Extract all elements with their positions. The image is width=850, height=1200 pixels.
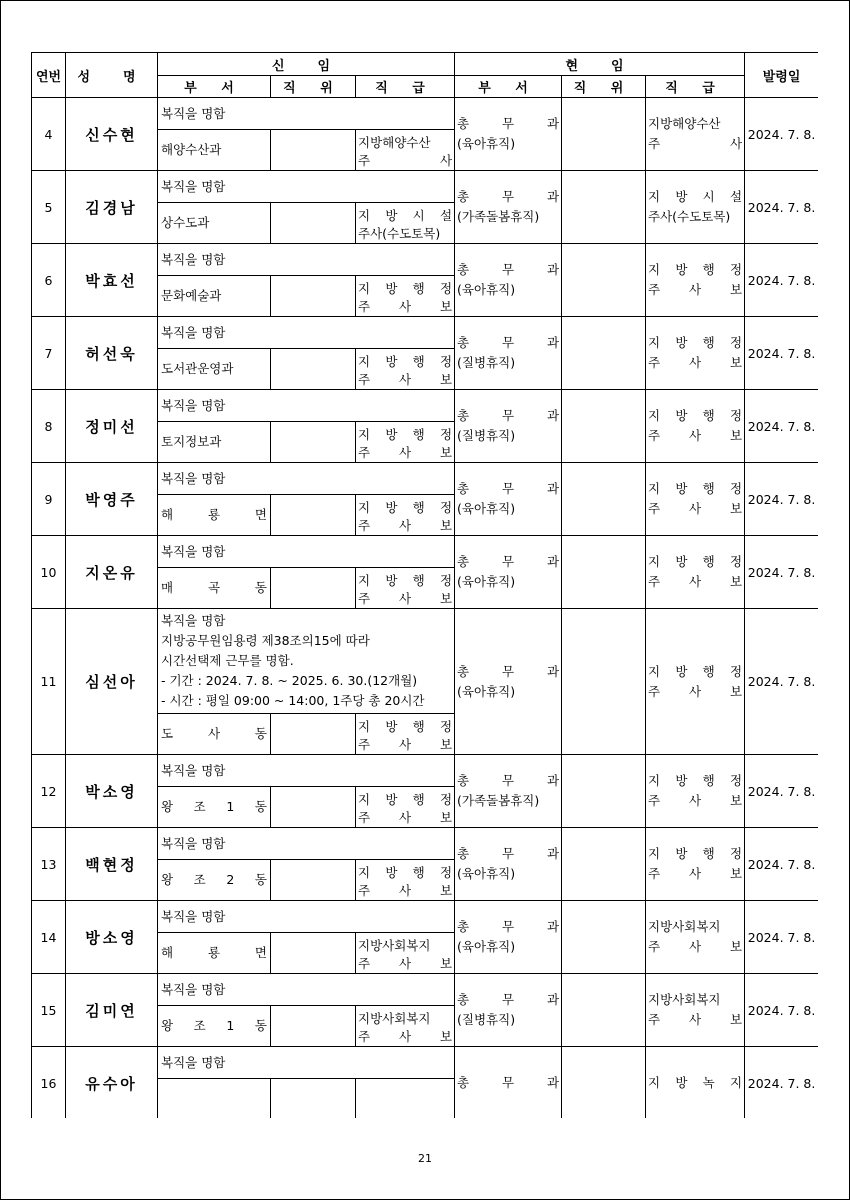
- table-row: [32, 1047, 819, 1079]
- new-grade-line1: 지 방 행 정: [358, 500, 453, 515]
- appointment-note: 복직을 명함: [158, 755, 455, 787]
- row-number: 14: [32, 901, 66, 974]
- new-grade-line2: 주 사 보: [358, 299, 453, 314]
- header-date: 발령일: [745, 53, 818, 98]
- new-dept: 도 사 동: [158, 714, 271, 755]
- new-position: [271, 495, 356, 536]
- current-grade-line2: 주 사 보: [648, 574, 743, 589]
- current-dept: [455, 974, 562, 1047]
- current-leave-type: (육아휴직): [457, 501, 516, 516]
- current-dept: [455, 1047, 562, 1119]
- header-new-position: 직 위: [271, 76, 356, 98]
- new-dept: 토지정보과: [158, 422, 271, 463]
- appointment-note: 복직을 명함: [158, 244, 455, 276]
- current-dept-name: 총 무 과: [457, 992, 560, 1007]
- current-dept: [455, 463, 562, 536]
- table-row: [32, 244, 819, 276]
- new-dept: 왕 조 1 동: [158, 787, 271, 828]
- new-position: [271, 276, 356, 317]
- new-dept: 왕 조 1 동: [158, 1006, 271, 1047]
- current-dept-name: 총 무 과: [457, 554, 560, 569]
- new-dept: 상수도과: [158, 203, 271, 244]
- person-name: 백현정: [66, 828, 158, 901]
- new-position: [271, 422, 356, 463]
- new-position: [271, 933, 356, 974]
- current-grade-line1: 지방사회복지: [648, 992, 721, 1007]
- current-grade-line1: 지 방 시 설: [648, 189, 743, 204]
- appointment-date: 2024. 7. 8.: [745, 901, 818, 974]
- current-grade-line2: 주사(수도토목): [648, 209, 731, 224]
- new-grade-line1: 지 방 행 정: [358, 792, 453, 807]
- person-name: 김경남: [66, 171, 158, 244]
- appointment-date: 2024. 7. 8.: [745, 390, 818, 463]
- current-grade-line1: 지방사회복지: [648, 919, 721, 934]
- current-dept: [455, 901, 562, 974]
- current-grade: [646, 755, 745, 828]
- appointment-date: 2024. 7. 8.: [745, 536, 818, 609]
- current-grade: [646, 828, 745, 901]
- new-grade-line1: 지 방 행 정: [358, 573, 453, 588]
- new-grade-line2: 주 사 보: [358, 372, 453, 387]
- table-row: [32, 536, 819, 568]
- row-number: 4: [32, 98, 66, 171]
- current-dept: [455, 828, 562, 901]
- current-leave-type: (육아휴직): [457, 866, 516, 881]
- current-grade: [646, 463, 745, 536]
- current-dept: [455, 317, 562, 390]
- appointment-date: 2024. 7. 8.: [745, 828, 818, 901]
- new-grade-line2: 주 사 보: [358, 518, 453, 533]
- current-position: [562, 755, 646, 828]
- appointment-table-wrap: [31, 52, 818, 1118]
- current-grade-line2: 주 사 보: [648, 793, 743, 808]
- new-grade: [356, 203, 455, 244]
- row-number: 5: [32, 171, 66, 244]
- current-dept-name: 총 무 과: [457, 481, 560, 496]
- current-grade: [646, 171, 745, 244]
- current-grade-line2: 주 사 보: [648, 355, 743, 370]
- current-grade-line2: 주 사 보: [648, 428, 743, 443]
- current-dept: [455, 609, 562, 755]
- appointment-note: 복직을 명함: [158, 463, 455, 495]
- current-grade-line1: 지 방 행 정: [648, 773, 743, 788]
- current-grade: [646, 244, 745, 317]
- header-name: 성 명: [66, 53, 158, 98]
- current-grade-line1: 지 방 행 정: [648, 846, 743, 861]
- appointment-note: 복직을 명함: [158, 828, 455, 860]
- appointment-table: [31, 52, 818, 1118]
- current-grade: [646, 609, 745, 755]
- new-position: [271, 203, 356, 244]
- current-leave-type: (육아휴직): [457, 939, 516, 954]
- current-leave-type: (가족돌봄휴직): [457, 209, 540, 224]
- new-grade-line2: 주 사 보: [358, 883, 453, 898]
- new-grade: [356, 495, 455, 536]
- current-position: [562, 536, 646, 609]
- current-grade-line1: 지 방 행 정: [648, 335, 743, 350]
- new-position: [271, 130, 356, 171]
- appointment-note: 복직을 명함: [158, 901, 455, 933]
- table-row: [32, 317, 819, 349]
- new-dept: 해 룡 면: [158, 933, 271, 974]
- current-grade-line1: 지 방 녹 지: [648, 1075, 743, 1090]
- appointment-note: 복직을 명함 지방공무원임용령 제38조의15에 따라 시간선택제 근무를 명함. - 기간 : 2024. 7. 8. ~ 2025. 6. 30.(12개월) - 시간 : 평일 09:00 ~ 14:00, 1주당 총 20시간: [158, 609, 455, 714]
- new-position: [271, 349, 356, 390]
- appointment-date: 2024. 7. 8.: [745, 463, 818, 536]
- current-grade-line2: 주 사 보: [648, 866, 743, 881]
- current-grade: [646, 98, 745, 171]
- current-grade-line1: 지 방 행 정: [648, 481, 743, 496]
- new-grade-line1: 지방해양수산: [358, 135, 431, 150]
- new-grade-line2: 주 사 보: [358, 445, 453, 460]
- current-dept-name: 총 무 과: [457, 846, 560, 861]
- person-name: 지온유: [66, 536, 158, 609]
- new-grade-line1: 지 방 행 정: [358, 427, 453, 442]
- new-grade-line1: 지 방 시 설: [358, 208, 453, 223]
- current-position: [562, 901, 646, 974]
- table-row: [32, 463, 819, 495]
- new-dept: 해양수산과: [158, 130, 271, 171]
- current-dept-name: 총 무 과: [457, 335, 560, 350]
- current-leave-type: (질병휴직): [457, 1012, 516, 1027]
- person-name: 김미연: [66, 974, 158, 1047]
- table-row: [32, 828, 819, 860]
- current-grade: [646, 317, 745, 390]
- appointment-date: 2024. 7. 8.: [745, 609, 818, 755]
- current-position: [562, 98, 646, 171]
- current-grade-line1: 지 방 행 정: [648, 663, 743, 679]
- new-grade-line2: 주 사 보: [358, 591, 453, 606]
- new-grade-line2: 주 사 보: [358, 1029, 453, 1044]
- current-leave-type: (육아휴직): [457, 136, 516, 151]
- current-dept-name: 총 무 과: [457, 1075, 560, 1090]
- current-position: [562, 244, 646, 317]
- new-position: [271, 787, 356, 828]
- current-grade-line1: 지 방 행 정: [648, 262, 743, 277]
- row-number: 12: [32, 755, 66, 828]
- header-new-dept: 부 서: [158, 76, 271, 98]
- table-row: [32, 901, 819, 933]
- appointment-date: 2024. 7. 8.: [745, 98, 818, 171]
- person-name: 박효선: [66, 244, 158, 317]
- current-grade-line2: 주 사: [648, 136, 743, 151]
- row-number: 6: [32, 244, 66, 317]
- new-dept: 도서관운영과: [158, 349, 271, 390]
- person-name: 유수아: [66, 1047, 158, 1119]
- row-number: 11: [32, 609, 66, 755]
- current-grade-line1: 지방해양수산: [648, 116, 721, 131]
- current-position: [562, 390, 646, 463]
- row-number: 13: [32, 828, 66, 901]
- header-current-group: 현 임: [455, 53, 745, 76]
- current-dept-name: 총 무 과: [457, 262, 560, 277]
- current-dept-name: 총 무 과: [457, 773, 560, 788]
- header-new-group: 신 임: [158, 53, 455, 76]
- appointment-date: 2024. 7. 8.: [745, 171, 818, 244]
- current-grade: [646, 901, 745, 974]
- current-dept: [455, 536, 562, 609]
- appointment-date: 2024. 7. 8.: [745, 317, 818, 390]
- appointment-note: 복직을 명함: [158, 171, 455, 203]
- current-dept: [455, 390, 562, 463]
- current-grade-line1: 지 방 행 정: [648, 408, 743, 423]
- new-grade: [356, 349, 455, 390]
- row-number: 7: [32, 317, 66, 390]
- new-grade-line2: 주 사: [358, 153, 453, 168]
- table-body: [32, 98, 819, 1119]
- new-dept: [158, 1079, 271, 1119]
- new-dept: 문화예술과: [158, 276, 271, 317]
- current-grade: [646, 974, 745, 1047]
- new-grade: [356, 860, 455, 901]
- table-row: [32, 755, 819, 787]
- new-grade-line2: 주사(수도토목): [358, 226, 441, 241]
- current-grade: [646, 390, 745, 463]
- row-number: 16: [32, 1047, 66, 1119]
- appointment-note: 복직을 명함: [158, 390, 455, 422]
- row-number: 15: [32, 974, 66, 1047]
- current-position: [562, 974, 646, 1047]
- appointment-note: 복직을 명함: [158, 98, 455, 130]
- row-number: 10: [32, 536, 66, 609]
- new-position: [271, 1006, 356, 1047]
- header-no: 연번: [32, 53, 66, 98]
- new-position: [271, 1079, 356, 1119]
- current-leave-type: (질병휴직): [457, 428, 516, 443]
- table-row: [32, 171, 819, 203]
- current-grade-line2: 주 사 보: [648, 1012, 743, 1027]
- new-position: [271, 568, 356, 609]
- appointment-date: 2024. 7. 8.: [745, 755, 818, 828]
- new-grade: [356, 130, 455, 171]
- current-dept-name: 총 무 과: [457, 116, 560, 131]
- new-dept: 매 곡 동: [158, 568, 271, 609]
- new-grade: [356, 933, 455, 974]
- header-current-grade: 직 급: [646, 76, 745, 98]
- person-name: 심선아: [66, 609, 158, 755]
- table-row: [32, 390, 819, 422]
- appointment-note: 복직을 명함: [158, 536, 455, 568]
- current-grade-line1: 지 방 행 정: [648, 554, 743, 569]
- current-leave-type: (질병휴직): [457, 355, 516, 370]
- new-grade-line1: 지방사회복지: [358, 938, 431, 953]
- appointment-date: 2024. 7. 8.: [745, 244, 818, 317]
- current-leave-type: (육아휴직): [457, 574, 516, 589]
- new-position: [271, 714, 356, 755]
- new-grade: [356, 787, 455, 828]
- new-grade: [356, 1006, 455, 1047]
- person-name: 정미선: [66, 390, 158, 463]
- header-new-grade: 직 급: [356, 76, 455, 98]
- table-row: [32, 974, 819, 1006]
- header-current-dept: 부 서: [455, 76, 562, 98]
- current-position: [562, 463, 646, 536]
- current-grade-line2: 주 사 보: [648, 282, 743, 297]
- appointment-note: 복직을 명함: [158, 974, 455, 1006]
- current-dept: [455, 98, 562, 171]
- new-grade: [356, 276, 455, 317]
- new-grade: [356, 422, 455, 463]
- new-grade-line2: 주 사 보: [358, 810, 453, 825]
- new-grade-line1: 지 방 행 정: [358, 354, 453, 369]
- new-grade-line1: 지 방 행 정: [358, 719, 453, 734]
- page-number: 21: [418, 1152, 432, 1165]
- current-leave-type: (가족돌봄휴직): [457, 793, 540, 808]
- current-position: [562, 317, 646, 390]
- appointment-note: 복직을 명함: [158, 1047, 455, 1079]
- new-dept: 왕 조 2 동: [158, 860, 271, 901]
- new-dept: 해 룡 면: [158, 495, 271, 536]
- current-dept: [455, 171, 562, 244]
- current-dept: [455, 244, 562, 317]
- new-grade-line1: 지 방 행 정: [358, 281, 453, 296]
- current-grade-line2: 주 사 보: [648, 683, 743, 699]
- new-grade-line1: 지 방 행 정: [358, 865, 453, 880]
- current-grade: [646, 1047, 745, 1119]
- new-grade-line1: 지방사회복지: [358, 1011, 431, 1026]
- appointment-date: 2024. 7. 8.: [745, 974, 818, 1047]
- current-dept-name: 총 무 과: [457, 663, 560, 679]
- row-number: 8: [32, 390, 66, 463]
- new-position: [271, 860, 356, 901]
- current-dept-name: 총 무 과: [457, 189, 560, 204]
- current-grade-line2: 주 사 보: [648, 501, 743, 516]
- current-dept: [455, 755, 562, 828]
- current-leave-type: (육아휴직): [457, 282, 516, 297]
- appointment-note: 복직을 명함: [158, 317, 455, 349]
- new-grade: [356, 714, 455, 755]
- new-grade: [356, 1079, 455, 1119]
- row-number: 9: [32, 463, 66, 536]
- current-position: [562, 828, 646, 901]
- table-row: [32, 98, 819, 130]
- current-dept-name: 총 무 과: [457, 408, 560, 423]
- current-dept-name: 총 무 과: [457, 919, 560, 934]
- current-position: [562, 1047, 646, 1119]
- person-name: 박영주: [66, 463, 158, 536]
- current-leave-type: (육아휴직): [457, 683, 516, 699]
- table-row: [32, 609, 819, 714]
- person-name: 허선욱: [66, 317, 158, 390]
- person-name: 박소영: [66, 755, 158, 828]
- person-name: 신수현: [66, 98, 158, 171]
- new-grade-line2: 주 사 보: [358, 956, 453, 971]
- new-grade: [356, 568, 455, 609]
- current-position: [562, 609, 646, 755]
- person-name: 방소영: [66, 901, 158, 974]
- appointment-date: 2024. 7. 8.: [745, 1047, 818, 1119]
- current-grade: [646, 536, 745, 609]
- header-current-position: 직 위: [562, 76, 646, 98]
- current-position: [562, 171, 646, 244]
- current-grade-line2: 주 사 보: [648, 939, 743, 954]
- new-grade-line2: 주 사 보: [358, 737, 453, 752]
